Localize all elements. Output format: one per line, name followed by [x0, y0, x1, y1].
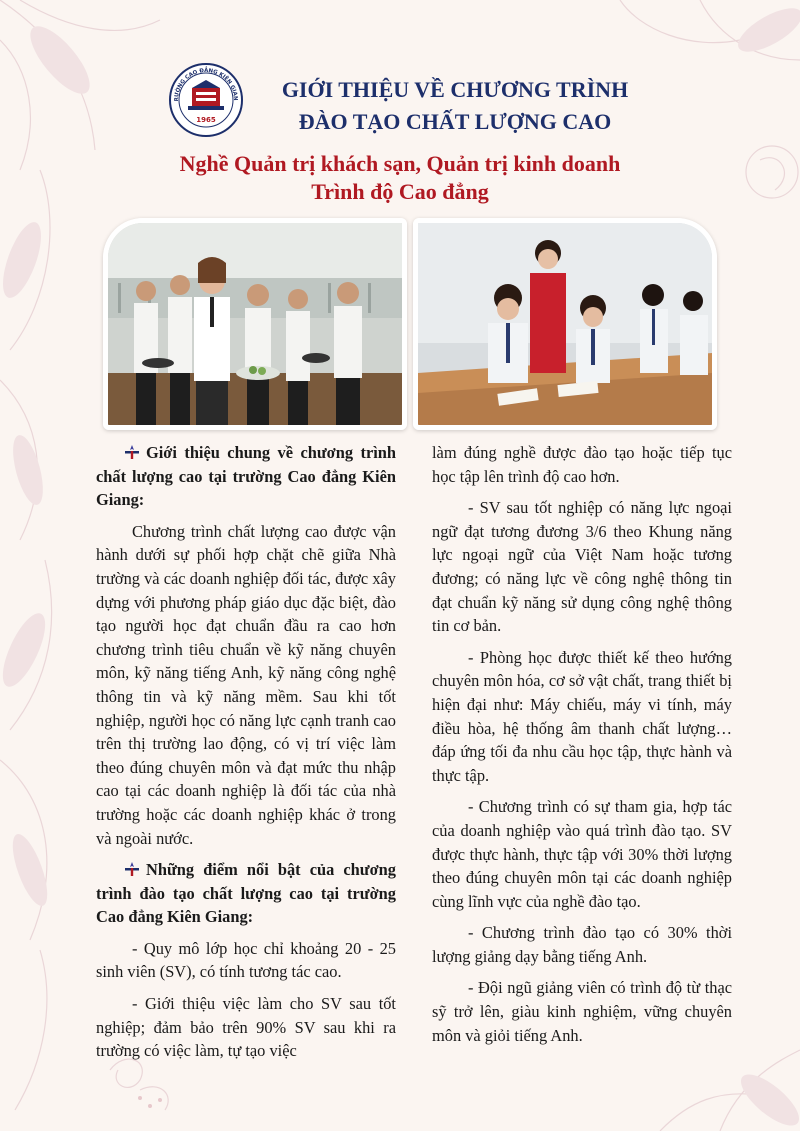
hospitality-students-photo	[103, 218, 407, 430]
intro-paragraph: Chương trình chất lượng cao được vận hành dưới sự phối hợp chặt chẽ giữa Nhà trường và các doanh nghiệp đối tác, được xây dựng với phương pháp giáo dục đặc biệt, đào tạo người học đạt chuẩn đầu ra cao hơn chương trình tiêu chuẩn về kỹ năng chuyên môn, kỹ năng tiếng Anh, kỹ năng công nghệ thông tin và kỹ năng mềm. Sau khi tốt nghiệp, người học có năng lực cạnh tranh cao trên thị trường lao động, có vị trí việc làm theo đúng chuyên môn và đạt mức thu nhập cao tại các doanh nghiệp là đối tác của nhà trường hoặc các doanh nghiệp khác ở trong và ngoài nước.	[96, 521, 396, 848]
bullet-english-teaching: - Chương trình đào tạo có 30% thời lượng giảng dạy bằng tiếng Anh.	[432, 923, 732, 966]
bullet-job-placement-continued: làm đúng nghề được đào tạo hoặc tiếp tục học tập lên trình độ cao hơn.	[432, 443, 732, 486]
section-heading-highlights	[96, 858, 396, 929]
bullet-enterprise-cooperation: - Chương trình có sự tham gia, hợp tác của doanh nghiệp vào quá trình đào tạo. SV được thực hành, thực tập với 30% thời lượng theo đúng chuyên môn tại các doanh nghiệp cùng lĩnh vực của nghề đào tạo.	[432, 797, 732, 911]
page-subtitle	[0, 150, 800, 206]
arrow-bullet-icon	[124, 861, 140, 877]
bullet-foreign-language: - SV sau tốt nghiệp có năng lực ngoại ngữ đạt tương đương 3/6 theo Khung năng lực ngoại ngữ của Việt Nam hoặc tương đương; có năng lực về công nghệ thông tin đạt chuẩn kỹ năng sử dụng công nghệ thông tin cơ bản.	[432, 498, 732, 636]
heading-1-text: Giới thiệu chung về chương trình chất lượng cao tại trường Cao đẳng Kiên Giang:	[96, 443, 396, 510]
bullet-classroom-facilities: - Phòng học được thiết kế theo hướng chuyên môn hóa, cơ sở vật chất, trang thiết bị hiện đại như: Máy chiếu, máy vi tính, máy điều hòa, hệ thống âm thanh chất lượng… đáp ứng tối đa nhu cầu học tập, thực hành và thực tập.	[432, 647, 732, 785]
bullet-class-size: - Quy mô lớp học chỉ khoảng 20 - 25 sinh viên (SV), có tính tương tác cao.	[96, 938, 396, 982]
left-text-column	[96, 441, 396, 1071]
page-title	[250, 74, 660, 138]
subtitle-line-2: Trình độ Cao đẳng	[311, 179, 489, 204]
logo-text: RƯỜNG CAO ĐẲNG KIÊN GIAN	[173, 67, 239, 102]
title-line-2: ĐÀO TẠO CHẤT LƯỢNG CAO	[298, 109, 612, 134]
section-heading-intro	[96, 441, 396, 512]
bullet-job-placement: - Giới thiệu việc làm cho SV sau tốt nghiệp; đảm bảo trên 90% SV sau khi ra trường có việc làm, tự tạo việc	[96, 994, 396, 1061]
school-logo	[168, 62, 244, 138]
right-text-column	[432, 441, 732, 1055]
arrow-bullet-icon	[124, 444, 140, 460]
title-line-1: GIỚI THIỆU VỀ CHƯƠNG TRÌNH	[281, 77, 629, 102]
heading-2-text: Những điểm nổi bật của chương trình đào tạo chất lượng cao tại trường Cao đẳng Kiên Giang:	[96, 860, 396, 927]
bullet-lecturers: - Đội ngũ giảng viên có trình độ từ thạc sỹ trở lên, giàu kinh nghiệm, vững chuyên môn và giỏi tiếng Anh.	[432, 978, 732, 1045]
logo-year: 1965	[196, 116, 216, 124]
subtitle-line-1: Nghề Quản trị khách sạn, Quản trị kinh doanh	[179, 151, 621, 176]
classroom-photo	[413, 218, 717, 430]
